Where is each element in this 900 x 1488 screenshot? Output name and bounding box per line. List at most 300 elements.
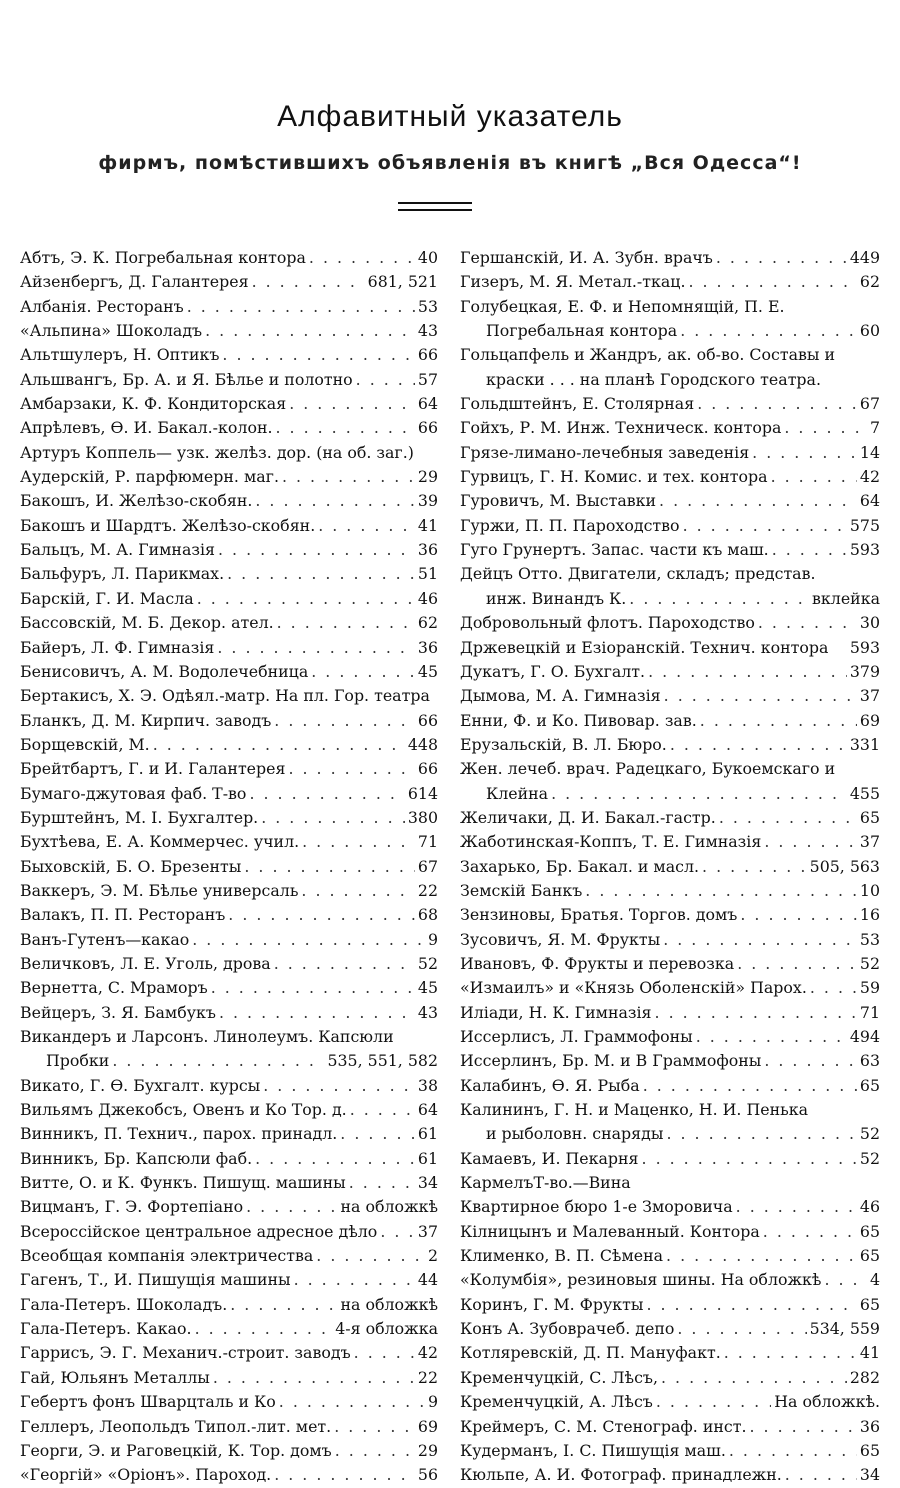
index-entry [460,538,880,562]
index-entry [20,319,438,343]
entry-page: 41 [859,1343,880,1363]
entry-page: 681, 521 [367,272,438,292]
entry-name: Ванъ-Гутенъ—какао [20,929,190,949]
entry-name: Ерузальскій, В. Л. Бюро. [460,734,667,754]
index-entry [460,246,880,270]
entry-name: Георги, Э. и Раговецкій, К. Тор. домъ [20,1440,332,1460]
index-entry [460,392,880,416]
entry-name: Артуръ Коппель— узк. желѣз. дор. (на об. заг.) [20,442,414,462]
index-entry [20,757,438,781]
entry-name: Викандеръ и Ларсонъ. Линолеумъ. Капсюли [20,1027,394,1046]
entry-page: 62 [859,272,880,292]
entry-name: Бенисовичъ, А. М. Водолечебница [20,661,309,681]
entry-page: 40 [417,248,438,267]
entry-page: 52 [859,953,880,973]
index-entry [460,489,880,513]
entry-name: Бурштейнъ, М. I. Бухгалтер. [20,807,259,827]
entry-name: Бальфуръ, Л. Парикмах. [20,564,225,584]
entry-name: Ивановъ, Ф. Фрукты и перевозка [460,953,735,973]
entry-name: Винникъ, Бр. Капсюли фаб. [20,1148,253,1168]
dot-leader [276,416,415,440]
entry-name: Калининъ, Г. Н. и Маценко, Н. И. Пенька [460,1100,808,1120]
entry-name: Альтшулеръ, Н. Оптикъ [20,345,220,365]
index-entry [460,1098,880,1122]
entry-page: 68 [417,905,438,925]
entry-page: 45 [417,661,438,681]
entry-page: 37 [859,832,880,852]
index-entry [460,416,880,440]
entry-name: Пробки [46,1051,110,1071]
entry-page: 69 [417,1416,438,1436]
index-entry [20,976,438,1000]
dot-leader [737,952,857,976]
entry-page: 39 [417,491,438,511]
entry-name: Зензиновы, Братья. Торгов. домъ [460,905,738,925]
entry-name: Гай, Юльянъ Металлы [20,1367,210,1387]
index-entry [20,709,438,733]
entry-page: 494 [849,1027,880,1046]
entry-page: 16 [859,905,880,925]
index-entry [460,855,880,879]
entry-name: Жен. лечеб. врач. Радецкаго, Букоемскаго и [460,759,836,779]
entry-page: 64 [417,1100,438,1120]
entry-page: 62 [417,613,438,633]
entry-page: 30 [859,613,880,633]
dot-leader [282,465,415,489]
dot-leader [340,1122,415,1146]
index-entry [20,879,438,903]
dot-leader [740,903,857,927]
dot-leader [261,806,405,830]
index-entry [460,757,880,781]
dot-leader [729,1439,857,1463]
entry-name: Гершанскій, И. А. Зубн. врачъ [460,248,713,267]
entry-page: 53 [859,929,880,949]
dot-leader [664,684,857,708]
entry-name: Вицманъ, Г. Э. Фортепіано [20,1197,244,1217]
entry-page: 22 [417,1367,438,1387]
entry-name: Котляревскій, Д. П. Мануфакт. [460,1343,721,1363]
dot-leader [683,514,847,538]
index-entry [460,295,880,319]
entry-name: Голубецкая, Е. Ф. и Непомнящій, П. Е. [460,296,785,316]
dot-leader [213,1366,415,1390]
dot-leader [646,1293,856,1317]
dot-leader [218,538,415,562]
entry-name: Клейна [486,783,549,803]
index-entry [20,368,438,392]
dot-leader [255,1147,415,1171]
index-entry [20,1098,438,1122]
index-entry [20,806,438,830]
index-entry [460,1049,880,1073]
dot-leader [222,343,414,367]
entry-name: Желичаки, Д. И. Бакал.-гастр. [460,807,716,827]
index-entry [460,1220,880,1244]
entry-page: 535, 551, 582 [327,1051,438,1071]
entry-name: Гуго Грунертъ. Запас. части къ маш. [460,540,769,560]
entry-name: Гала-Петеръ. Какао. [20,1319,192,1339]
index-entry [20,465,438,489]
dot-leader [785,1463,857,1487]
entry-page: 36 [859,1416,880,1436]
dot-leader [195,1317,333,1341]
index-entry [460,1171,880,1195]
entry-name: Всероссійское центральное адресное дѣло [20,1221,378,1241]
entry-page: 67 [417,856,438,876]
dot-leader [659,489,857,513]
entry-page: 29 [417,1440,438,1460]
entry-name: «Георгій» «Оріонъ». Пароход. [20,1465,272,1485]
entry-page: 53 [417,296,438,316]
index-entry [20,1147,438,1171]
entry-name: Бакошъ и Шардтъ. Желѣзо-скобян. [20,515,316,535]
entry-page: 64 [417,394,438,414]
entry-page: 42 [417,1343,438,1363]
entry-name: Захарько, Бр. Бакал. и масл. [460,856,700,876]
dot-leader [219,1001,415,1025]
dot-leader [688,270,856,294]
entry-page: 9 [427,929,438,949]
index-entry [460,441,880,465]
dot-leader [642,1147,857,1171]
index-entry [20,611,438,635]
dot-leader [255,489,415,513]
entry-page: 66 [417,418,438,438]
index-column-right [460,246,880,1488]
index-entry [20,660,438,684]
entry-name: Вернетта, С. Мраморъ [20,978,208,998]
index-entry [20,952,438,976]
entry-page: 22 [417,880,438,900]
dot-leader [289,392,415,416]
index-entry [20,392,438,416]
entry-name: Квартирное бюро 1-е Зморовича [460,1197,733,1217]
index-entry [20,343,438,367]
entry-page: 34 [417,1173,438,1193]
index-entry [460,1195,880,1219]
index-entry [460,1147,880,1171]
dot-leader [758,611,857,635]
index-entry [460,1439,880,1463]
index-entry [20,1439,438,1463]
entry-page: 61 [417,1124,438,1144]
entry-page: 9 [427,1392,438,1412]
entry-page: 29 [417,467,438,487]
entry-page: 71 [417,832,438,852]
dot-leader [697,392,857,416]
entry-page: на обложкѣ [340,1294,438,1314]
dot-leader [772,538,847,562]
dot-leader [585,879,857,903]
index-entry [460,660,880,684]
dot-leader [643,1074,857,1098]
dot-leader [249,782,404,806]
entry-page: 61 [417,1148,438,1168]
index-entry [20,1463,438,1487]
entry-name: Бакошъ, И. Желѣзо-скобян. [20,491,253,511]
entry-name: Быховскій, Б. О. Брезенты [20,856,242,876]
entry-page: 69 [859,710,880,730]
dot-leader [724,1341,857,1365]
entry-name: Борщевскій, М. [20,734,150,754]
index-entry [20,270,438,294]
dot-leader [192,928,425,952]
entry-name: Иліади, Н. К. Гимназія [460,1002,652,1022]
index-entry [460,611,880,635]
index-entry [20,1122,438,1146]
dot-leader [277,611,415,635]
entry-page: 593 [849,540,880,560]
dot-leader [274,709,415,733]
entry-name: Вильямъ Джекобсъ, Овенъ и Ко Тор. д. [20,1100,347,1120]
index-entry [460,684,880,708]
entry-name: «Колумбія», резиновыя шины. На обложкѣ [460,1270,822,1290]
dot-leader [211,976,415,1000]
index-entry [460,1074,880,1098]
index-entry [20,782,438,806]
index-entry [20,928,438,952]
index-entry [460,903,880,927]
index-entry [460,976,880,1000]
entry-name: Байеръ, Л. Ф. Гимназія [20,637,215,657]
index-entry [20,587,438,611]
index-entry [20,1317,438,1341]
index-entry [460,319,880,343]
entry-page: 56 [417,1465,438,1485]
dot-leader [294,1268,415,1292]
entry-name: Жаботинская-Коппъ, Т. Е. Гимназія [460,832,762,852]
dot-leader [670,733,847,757]
entry-name: «Измаилъ» и «Князь Оболенскій» Парох. [460,978,807,998]
entry-page: 505, 563 [809,856,880,876]
page-title: Алфавитный указатель [277,100,623,133]
dot-leader [288,757,414,781]
entry-page: 65 [859,1246,880,1266]
dot-leader [228,903,415,927]
dot-leader [784,416,867,440]
entry-page: 593 [849,637,880,657]
entry-page: 42 [859,467,880,487]
index-entry [460,343,880,367]
index-entry [20,246,438,270]
entry-name: Гагенъ, Т., И. Пишущія машины [20,1270,291,1290]
index-entry [460,368,880,392]
index-entry [460,830,880,854]
entry-name: Бальцъ, М. А. Гимназія [20,540,215,560]
index-entry [460,562,880,586]
entry-page: 448 [407,734,438,754]
index-entry [20,1195,438,1219]
page-subtitle: фирмъ, помѣстившихъ объявленія въ книгѣ „Вся Одесса“! [98,152,802,174]
dot-leader [244,855,415,879]
dot-leader [810,976,857,1000]
entry-name: Дукатъ, Г. О. Бухгалт. [460,661,646,681]
entry-page: 46 [859,1197,880,1217]
index-entry [460,465,880,489]
entry-name: Амбарзаки, К. Ф. Кондиторская [20,394,287,414]
entry-page: 60 [859,321,880,341]
entry-name: Гольцапфель и Жандръ, ак. об-во. Составы и [460,345,836,365]
index-entry [20,830,438,854]
dot-leader [302,830,415,854]
dot-leader [661,1366,847,1390]
dot-leader [700,709,857,733]
entry-page: 34 [859,1465,880,1485]
entry-name: Гала-Петеръ. Шоколадъ. [20,1294,228,1314]
index-entry [20,855,438,879]
index-entry [460,1244,880,1268]
entry-name: Бланкъ, Д. М. Кирпич. заводъ [20,710,272,730]
entry-name: Барскій, Г. И. Масла [20,588,194,608]
entry-page: 10 [859,880,880,900]
entry-name: Погребальная контора [486,321,678,341]
dot-leader [680,319,857,343]
entry-name: Викато, Г. Ѳ. Бухгалт. курсы [20,1075,261,1095]
entry-name: Бухтѣева, Е. А. Коммерчес. учил. [20,832,300,852]
entry-name: Величковъ, Л. Е. Уголь, дрова [20,953,271,973]
index-entry [460,1366,880,1390]
entry-page: 2 [427,1246,438,1266]
dot-leader [227,562,415,586]
entry-page: 66 [417,759,438,779]
index-entry [20,1366,438,1390]
entry-name: инж. Винандъ К. [486,588,627,608]
index-entry [20,1293,438,1317]
index-entry [460,1268,880,1292]
entry-name: Айзенбергъ, Д. Галантерея [20,272,249,292]
entry-page: 331 [849,734,880,754]
entry-name: Бассовскій, М. Б. Декор. ател. [20,613,274,633]
entry-page: 614 [407,783,438,803]
dot-leader [752,441,857,465]
entry-name: Апрѣлевъ, Ѳ. И. Бакал.-колон. [20,418,273,438]
dot-leader [153,733,405,757]
entry-name: Гойхъ, Р. М. Инж. Техническ. контора [460,418,782,438]
entry-page: 36 [417,540,438,560]
dot-leader [112,1049,324,1073]
index-entry [20,733,438,757]
entry-name: Гольдштейнъ, Е. Столярная [460,394,695,414]
index-entry [460,636,880,660]
entry-name: Албанія. Ресторанъ [20,296,184,316]
entry-page: 65 [859,1075,880,1095]
entry-page: 14 [859,442,880,462]
dot-leader [318,514,415,538]
index-entry [20,1341,438,1365]
index-entry [460,1415,880,1439]
entry-name: Кременчуцкій, А. Лѣсъ [460,1392,653,1412]
dot-leader [677,1317,806,1341]
entry-name: Гуржи, П. П. Пароходство [460,515,680,535]
entry-name: Всеобщая компанія электричества [20,1246,314,1266]
index-entry [460,806,880,830]
dot-leader [764,1049,857,1073]
dot-leader [666,1244,857,1268]
entry-page: 57 [417,369,438,389]
dot-leader [334,1415,415,1439]
entry-name: Иссерлисъ, Л. Граммофоны [460,1027,693,1046]
entry-name: Држевецкій и Езіоранскій. Технич. контора [460,637,829,657]
index-entry [20,1049,438,1073]
entry-name: Брейтбартъ, Г. и И. Галантерея [20,759,286,779]
entry-page: 63 [859,1051,880,1071]
index-entry [20,684,438,708]
index-entry [460,1463,880,1487]
entry-page: 65 [859,1440,880,1460]
entry-page: 379 [849,661,880,681]
entry-name: Конъ А. Зубоврачеб. депо [460,1319,675,1339]
dot-leader [205,319,415,343]
index-entry [20,489,438,513]
index-entry [20,903,438,927]
dot-leader [736,1195,857,1219]
dot-leader [274,952,415,976]
entry-name: Бумаго-джутовая фаб. Т-во [20,783,247,803]
dot-leader [311,660,415,684]
entry-name: «Альпина» Шоколадъ [20,321,203,341]
dot-leader [551,782,847,806]
entry-page: вклейка [812,588,880,608]
index-entry [460,733,880,757]
entry-name: Грязе-лимано-лечебныя заведенія [460,442,750,462]
entry-name: Креймеръ, С. М. Стенограф. инст. [460,1416,747,1436]
entry-name: Кілницынъ и Малеванный. Контора [460,1221,760,1241]
entry-page: 67 [859,394,880,414]
entry-name: Геллеръ, Леопольдъ Типол.-лит. мет. [20,1416,332,1436]
dot-leader [217,636,415,660]
entry-page: 455 [849,783,880,803]
entry-name: Земскій Банкъ [460,880,583,900]
entry-name: Валакъ, П. П. Ресторанъ [20,905,226,925]
entry-page: 66 [417,710,438,730]
entry-page: 43 [417,1002,438,1022]
entry-page: 7 [869,418,880,438]
entry-page: 41 [417,515,438,535]
entry-page: 37 [859,686,880,706]
index-column-left [20,246,438,1488]
dot-leader [666,1122,856,1146]
index-entry [20,295,438,319]
entry-name: Добровольный флотъ. Пароходство [460,613,755,633]
index-entry [460,587,880,611]
dot-leader [750,1415,857,1439]
dot-leader [246,1195,337,1219]
entry-page: 36 [417,637,438,657]
entry-page: 59 [859,978,880,998]
entry-name: Гурвицъ, Г. Н. Комис. и тех. контора [460,467,768,487]
entry-page: 38 [417,1075,438,1095]
index-entry [20,1415,438,1439]
entry-name: Коринъ, Г. М. Фрукты [460,1294,644,1314]
entry-page: 534, 559 [809,1319,880,1339]
entry-page: 282 [849,1367,880,1387]
index-entry [20,1244,438,1268]
index-entry [20,514,438,538]
entry-name: Ваккеръ, Э. М. Бѣлье универсаль [20,880,299,900]
index-entry [460,1341,880,1365]
dot-leader [356,368,415,392]
index-entry [20,1268,438,1292]
index-entry [460,709,880,733]
entry-name: Аудерскій, Р. парфюмерн. маг. [20,467,279,487]
dot-leader [197,587,415,611]
entry-page: на обложкѣ [340,1197,438,1217]
dot-leader [230,1293,337,1317]
entry-page: 4-я обложка [335,1319,438,1339]
index-entry [460,928,880,952]
entry-page: 65 [859,1221,880,1241]
